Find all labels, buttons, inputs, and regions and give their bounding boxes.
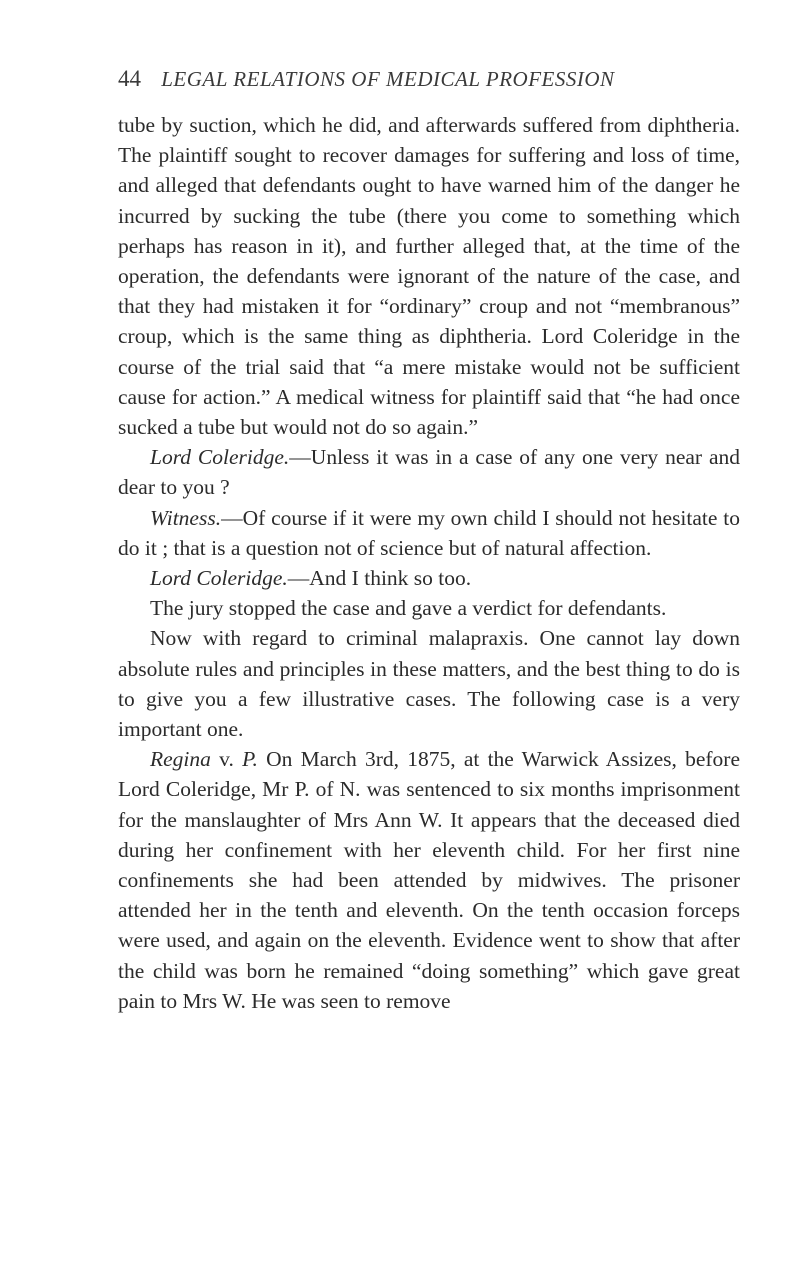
- paragraph-text: Now with regard to criminal malapraxis. One cannot lay down absolute rules and principles in these matters, and the best thing to do is to give you a few illustrative cases. The following case is a very important one.: [118, 626, 740, 742]
- paragraph-text: —And I think so too.: [287, 566, 472, 591]
- running-header: [118, 64, 718, 94]
- case-plaintiff: Regina: [150, 747, 211, 772]
- paragraph: [118, 442, 740, 502]
- paragraph: [118, 623, 740, 744]
- paragraph: [118, 110, 740, 442]
- paragraph-text: —Unless it was in a case of any one very near and dear to you ?: [118, 445, 740, 500]
- speaker-name: Lord Coleridge.: [150, 566, 288, 591]
- paragraph: [118, 744, 740, 1016]
- paragraph-text: —Of course if it were my own child I should not hesitate to do it ; that is a question not of science but of natural affection.: [118, 505, 740, 560]
- body-text: [118, 110, 740, 1016]
- paragraph-text: On March 3rd, 1875, at the Warwick Assizes, before Lord Coleridge, Mr P. of N. was sentenced to six months imprisonment for the manslaughter of Mrs Ann W. It appears that the deceased died during her confinement with her eleventh child. For her first nine confinements she had been attended by midwives. The prisoner attended her in the tenth and eleventh. On the tenth occasion forceps were used, and again on the eleventh. Evidence went to show that after the child was born he remained “doing something” which gave great pain to Mrs W. He was seen to remove: [118, 747, 740, 1013]
- paragraph-text: The jury stopped the case and gave a verdict for defendants.: [150, 596, 667, 621]
- paragraph: [118, 563, 740, 593]
- running-title: LEGAL RELATIONS OF MEDICAL PROFESSION: [161, 67, 615, 91]
- paragraph-text: tube by suction, which he did, and afterwards suffered from diphtheria. The plaintiff sought to recover damages for suffering and loss of time, and alleged that defendants ought to have warned him of the danger he incurred by sucking the tube (there you come to something which perhaps has reason in it), and further alleged that, at the time of the operation, the defendants were ignorant of the nature of the case, and that they had mistaken it for “ordinary” croup and not “membranous” croup, which is the same thing as diphtheria. Lord Coleridge in the course of the trial said that “a mere mistake would not be sufficient cause for action.” A medical witness for plaintiff said that “he had once sucked a tube but would not do so again.”: [118, 113, 740, 440]
- case-defendant: P.: [242, 747, 258, 772]
- speaker-name: Lord Coleridge.: [150, 445, 290, 470]
- speaker-name: Witness.: [150, 505, 222, 530]
- paragraph: [118, 593, 740, 623]
- case-versus: v.: [219, 747, 234, 772]
- page-number: 44: [118, 66, 141, 91]
- paragraph: [118, 503, 740, 563]
